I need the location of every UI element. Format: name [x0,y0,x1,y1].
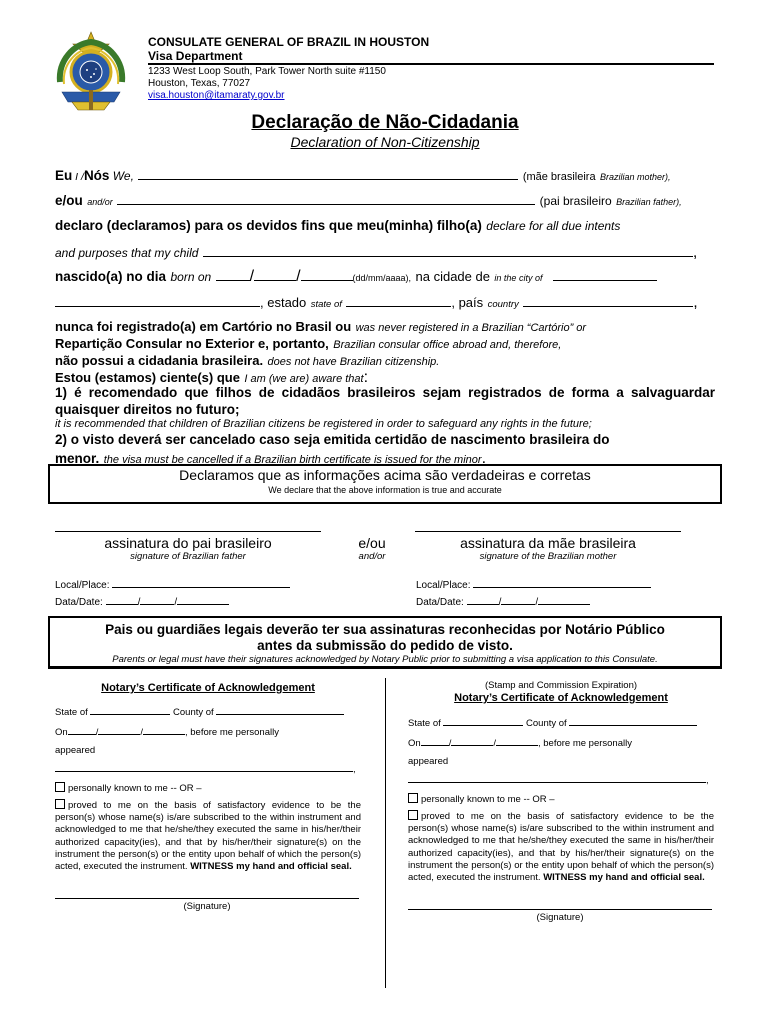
column-divider [385,678,386,988]
left-signature-label: (Signature) [183,901,231,912]
right-on-day[interactable] [421,736,449,746]
mother-place-row: Local/Place: [416,578,651,591]
notary-right: State of County of On / / , before me personally appeared , personally known to me -- OR – proved to me on the basis of satisfactory evidence to be the person(s) whose name(s) is/are subscribed to the within instrument and acknowledged to me that he/she/they executed the same in his/her/their authorized capacity(ies), and that by his/her/their signature(s) on the instrument the person(s) or the entity upon behalf of which the person(s) acted, executed the instrument. WITNESS my hand and official seal. [408,718,714,884]
row-estou: Estou (estamos) ciente(s) que I am (we are) aware that: [55,369,369,386]
birth-city-cont-field[interactable] [55,294,260,307]
consulate-name: CONSULATE GENERAL OF BRAZIL IN HOUSTON [148,35,430,49]
address-line-2: Houston, Texas, 77027 [148,78,251,89]
item-2-pt: 2) o visto deverá ser cancelado caso seja emitida certidão de nascimento brasileira do [55,432,610,447]
page-subtitle: Declaration of Non-Citizenship [290,134,480,150]
father-name-field[interactable] [117,192,535,205]
child-name-field[interactable] [203,244,693,257]
section-divider [48,668,722,669]
declaration-en: We declare that the above information is true and accurate [268,485,502,495]
item-1-pt: 1) é recomendado que filhos de cidadãos brasileiros sejam registrados de forma a salvaguardar quaisquer direitos no futuro; [55,385,715,417]
mother-signature-line[interactable] [415,531,681,532]
birth-country-field[interactable] [523,294,693,307]
father-date-day[interactable] [106,595,138,605]
birth-month-field[interactable] [254,268,296,281]
and-or-label-en: and/or [358,551,386,562]
father-signature-line[interactable] [55,531,321,532]
birth-state-field[interactable] [346,294,451,307]
left-county-field[interactable] [216,705,344,715]
left-signature-line[interactable] [55,898,359,899]
row-naopossui: não possui a cidadania brasileira. does not have Brazilian citizenship. [55,353,440,368]
left-proved-checkbox[interactable] [55,799,65,809]
mother-signature-label-en: signature of the Brazilian mother [479,551,617,562]
notary-title-right: Notary’s Certificate of Acknowledgement [454,692,668,704]
mother-date-year[interactable] [538,595,590,605]
stamp-note: (Stamp and Commission Expiration) [484,680,638,691]
header-divider [148,63,714,65]
mother-date-month[interactable] [501,595,535,605]
declaration-box [48,464,722,504]
birth-year-field[interactable] [301,268,353,281]
notice-pt-line-2: antes da submissão do pedido de visto. [257,638,513,653]
parent-names-field[interactable] [138,167,518,180]
item-1-en: it is recommended that children of Brazilian citizens be registered in order to safeguard any rights in the future; [55,418,592,430]
row-nascido: nascido(a) no dia born on / / (dd/mm/aaaa), na cidade de in the city of [55,268,657,286]
father-signature-label-en: signature of Brazilian father [130,551,246,562]
and-or-label: e/ou [358,535,386,551]
row-purposes: and purposes that my child , [55,244,698,261]
coat-of-arms-icon [52,30,130,114]
row-repart: Repartição Consular no Exterior e, portanto, Brazilian consular office abroad and, therefore, [55,336,562,351]
right-signature-label: (Signature) [536,912,584,923]
item-2-cont: menor. the visa must be cancelled if a Brazilian birth certificate is issued for the minor. [55,450,487,467]
left-on-year[interactable] [143,725,185,735]
notice-pt-line-1: Pais ou guardiães legais deverão ter sua assinaturas reconhecidas por Notário Público [105,622,665,637]
right-county-field[interactable] [569,716,697,726]
mother-signature-label: assinatura da mãe brasileira [460,535,636,551]
row-eou: e/ou and/or (pai brasileiro Brazilian father), [55,193,682,208]
left-state-field[interactable] [90,705,170,715]
row-estado: , estado state of , país country , [55,294,698,312]
right-known-checkbox[interactable] [408,793,418,803]
right-appeared-field[interactable] [408,773,706,783]
right-on-year[interactable] [496,736,538,746]
page-title: Declaração de Não-Cidadania [251,112,519,133]
mother-date-day[interactable] [467,595,499,605]
address-line-1: 1233 West Loop South, Park Tower North suite #1150 [148,66,386,77]
row-declaro: declaro (declaramos) para os devidos fins que meu(minha) filho(a) declare for all due intents [55,218,621,233]
left-appeared-field[interactable] [55,762,353,772]
notary-title-left: Notary’s Certificate of Acknowledgement [101,682,315,694]
left-on-month[interactable] [98,725,140,735]
row-eu-nos: Eu I /Nós We, (mãe brasileira Brazilian mother), [55,168,671,183]
department-name: Visa Department [148,49,243,63]
declaration-pt: Declaramos que as informações acima são verdadeiras e corretas [179,467,591,483]
birth-city-field[interactable] [553,268,657,281]
father-place-field[interactable] [112,578,290,588]
father-date-row: Data/Date: / / [55,595,229,608]
father-date-month[interactable] [140,595,174,605]
right-signature-line[interactable] [408,909,712,910]
row-nunca: nunca foi registrado(a) em Cartório no Brasil ou was never registered in a Brazilian “Cartório” or [55,319,587,334]
father-date-year[interactable] [177,595,229,605]
father-place-row: Local/Place: [55,578,290,591]
notice-en: Parents or legal must have their signatures acknowledged by Notary Public prior to submitting a visa application to this Consulate. [112,654,658,665]
email-link[interactable]: visa.houston@itamaraty.gov.br [148,90,285,101]
left-known-checkbox[interactable] [55,782,65,792]
notary-left: State of County of On / / , before me personally appeared , personally known to me -- OR – proved to me on the basis of satisfactory evidence to be the person(s) whose name(s) is/are subscribed to the within instrument and acknowledged to me that he/she/they executed the same in his/her/their authorized capacity(ies), and that by his/her/their signature(s) on the instrument the person(s) or the entity upon behalf of which the person(s) acted, executed the instrument. WITNESS my hand and official seal. [55,707,361,873]
right-proved-checkbox[interactable] [408,810,418,820]
mother-date-row: Data/Date: / / [416,595,590,608]
father-signature-label: assinatura do pai brasileiro [104,535,272,551]
birth-day-field[interactable] [216,268,250,281]
left-on-day[interactable] [68,725,96,735]
mother-place-field[interactable] [473,578,651,588]
right-on-month[interactable] [451,736,493,746]
right-state-field[interactable] [443,716,523,726]
